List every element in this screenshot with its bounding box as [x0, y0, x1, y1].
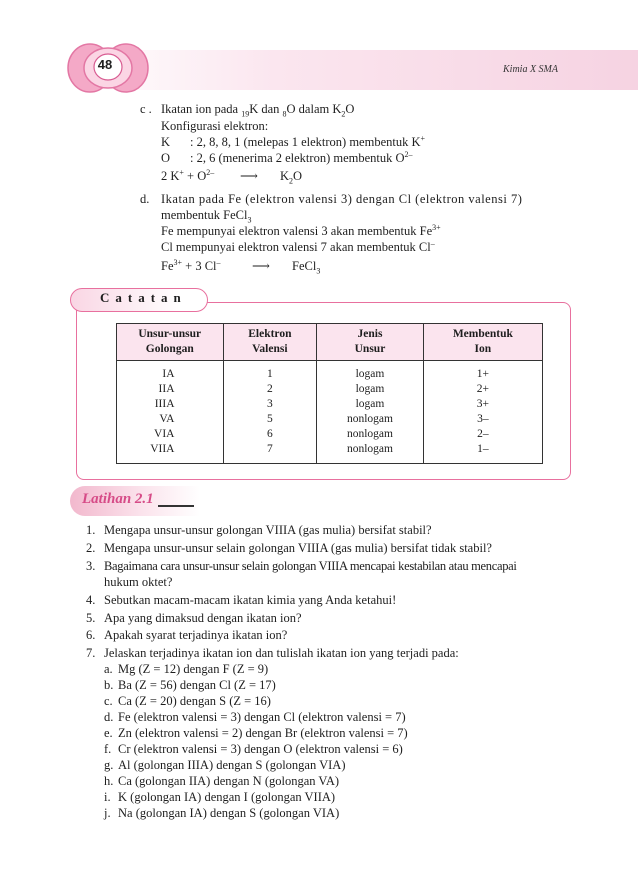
sub-question-a: a. Mg (Z = 12) dengan F (Z = 9): [104, 662, 269, 676]
example-c-product: $K_2O$: [280, 169, 303, 186]
header-membentuk-ion: Membentuk Ion: [423, 324, 542, 361]
example-d-marker: d.: [140, 192, 150, 206]
example-d-reaction: $Fe^{3+} + 3$ Cl–: [161, 257, 221, 273]
sub-question-i: i. K (golongan IA) dengan I (golongan VIIA): [104, 790, 336, 804]
question-6: 6. Apakah syarat terjadinya ikatan ion?: [86, 628, 288, 642]
question-2: 2. Mengapa unsur-unsur selain golongan VIIIA (gas mulia) bersifat tidak stabil?: [86, 541, 492, 555]
example-c-arrow: ⟶: [240, 169, 258, 183]
example-d-arrow: ⟶: [252, 259, 270, 273]
jenis-column: logam logam logam nonlogam nonlogam nonlogam: [317, 361, 424, 464]
example-d-line2: membentuk FeCl$_3$: [161, 208, 252, 225]
ion-column: 1+ 2+ 3+ 3– 2– 1–: [423, 361, 542, 464]
example-d-product: FeCl$_3$: [292, 259, 321, 276]
sub-question-g: g. Al (golongan IIIA) dengan S (golongan VIA): [104, 758, 346, 772]
example-c-k-symbol: K: [161, 135, 171, 149]
header-jenis-unsur: Jenis Unsur: [317, 324, 424, 361]
example-c-o-config: : 2, 6 (menerima 2 elektron) membentuk $O^{2-}$: [190, 149, 413, 165]
example-c-reaction: 2 $K^+ + O^{2-}$: [161, 167, 215, 183]
running-header: Kimia X SMA: [503, 64, 558, 75]
example-c-k-config: : 2, 8, 8, 1 (melepas 1 elektron) membentuk K+: [190, 133, 426, 149]
example-c-config-label: Konfigurasi elektron:: [161, 119, 269, 133]
exercise-title-rule: [158, 505, 194, 507]
example-c-marker: c .: [140, 102, 152, 116]
sub-question-f: f. Cr (elektron valensi = 3) dengan O (elektron valensi = 6): [104, 742, 403, 756]
example-c-intro: Ikatan ion pada $_{19}$K dan $_8$O dalam $K_2O$: [161, 102, 355, 119]
header-golongan: Unsur-unsur Golongan: [117, 324, 224, 361]
question-7: 7. Jelaskan terjadinya ikatan ion dan tulislah ikatan ion yang terjadi pada:: [86, 646, 459, 660]
notes-title: Catatan: [100, 290, 187, 305]
table-header-row: [117, 324, 543, 361]
valensi-column: 1 2 3 5 6 7: [223, 361, 317, 464]
question-5: 5. Apa yang dimaksud dengan ikatan ion?: [86, 611, 302, 625]
page-number: 48: [97, 57, 113, 72]
golongan-column: IA IIA IIIA VA VIA VIIA: [117, 361, 224, 464]
sub-question-d: d. Fe (elektron valensi = 3) dengan Cl (elektron valensi = 7): [104, 710, 406, 724]
example-c-o-symbol: O: [161, 151, 171, 165]
sub-question-j: j. Na (golongan IA) dengan S (golongan VIA): [104, 806, 340, 820]
example-d-line4: Cl mempunyai elektron valensi 7 akan membentuk Cl–: [161, 238, 435, 254]
exercise-title: Latihan 2.1: [82, 491, 154, 507]
sub-question-b: b. Ba (Z = 56) dengan Cl (Z = 17): [104, 678, 276, 692]
question-4: 4. Sebutkan macam-macam ikatan kimia yang Anda ketahui!: [86, 593, 397, 607]
question-1: 1. Mengapa unsur-unsur golongan VIIIA (gas mulia) bersifat stabil?: [86, 523, 432, 537]
example-d-line3: Fe mempunyai elektron valensi 3 akan membentuk $Fe^{3+}$: [161, 222, 441, 238]
sub-question-c: c. Ca (Z = 20) dengan S (Z = 16): [104, 694, 271, 708]
question-3: 3. Bagaimana cara unsur-unsur selain golongan VIIIA mencapai kestabilan atau mencapai: [86, 559, 517, 573]
header-elektron-valensi: Elektron Valensi: [223, 324, 317, 361]
electron-table: [116, 323, 543, 464]
question-3-continued: hukum oktet?: [104, 575, 173, 589]
table-row: [117, 361, 543, 464]
example-d-line1: Ikatan pada Fe (elektron valensi 3) dengan Cl (elektron valensi 7): [161, 192, 523, 206]
sub-question-h: h. Ca (golongan IIA) dengan N (golongan VA): [104, 774, 340, 788]
sub-question-e: e. Zn (elektron valensi = 2) dengan Br (elektron valensi = 7): [104, 726, 408, 740]
